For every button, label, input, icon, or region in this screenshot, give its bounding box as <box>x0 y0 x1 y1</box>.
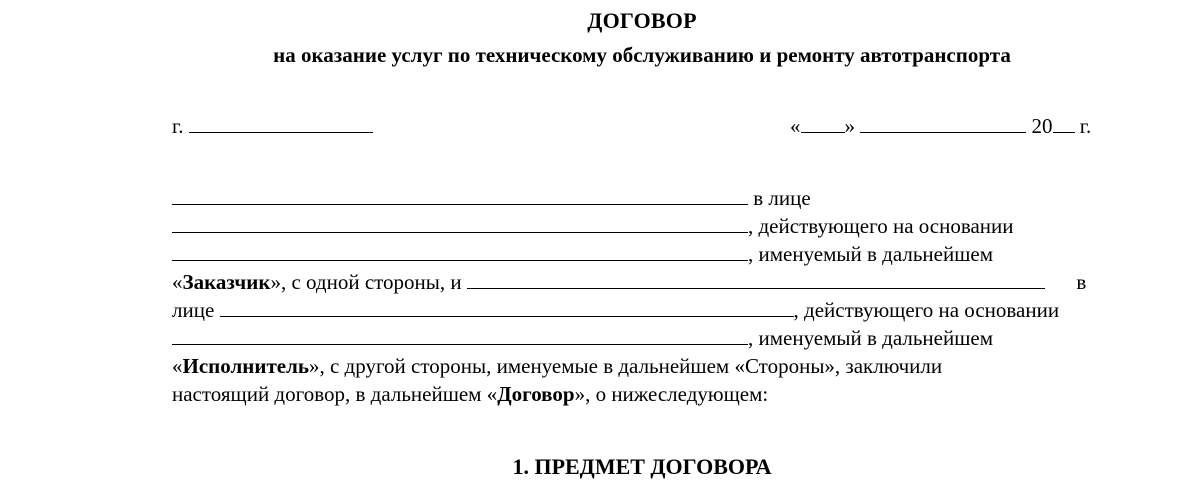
party-line-8-suffix: », о нижеследующем: <box>574 382 769 406</box>
customer-rest: », с одной стороны, и <box>270 270 462 294</box>
contract-word: Договор <box>497 382 575 406</box>
party-line-8-prefix: настоящий договор, в дальнейшем « <box>172 382 498 406</box>
party-line-8 <box>172 380 768 408</box>
year-suffix: г. <box>1079 114 1092 138</box>
party-line-1 <box>172 184 811 212</box>
customer-role: Заказчик <box>182 270 271 294</box>
customer-name-blank[interactable] <box>172 186 748 205</box>
customer-representative-blank[interactable] <box>172 214 748 233</box>
party-line-1-suffix: в лице <box>753 186 811 210</box>
party-line-5-suffix: , действующего на основании <box>793 298 1060 322</box>
party-line-5 <box>172 296 1059 324</box>
city-blank[interactable] <box>189 114 373 133</box>
city-prefix: г. <box>172 114 184 138</box>
party-line-6 <box>172 324 993 352</box>
document-title: ДОГОВОР <box>587 8 697 33</box>
date-line <box>790 112 1091 140</box>
year-prefix: 20 <box>1031 114 1053 138</box>
executor-role: Исполнитель <box>182 354 309 378</box>
party-line-2 <box>172 212 1014 240</box>
day-blank[interactable] <box>801 114 845 133</box>
executor-rest: », с другой стороны, именуемые в дальнейшем «Стороны», заключили <box>308 354 943 378</box>
executor-basis-blank[interactable] <box>172 326 748 345</box>
executor-name-blank[interactable] <box>467 270 1045 289</box>
year-blank[interactable] <box>1053 114 1075 133</box>
party-line-4 <box>172 268 1086 296</box>
party-line-6-suffix: , именуемый в дальнейшем <box>748 326 994 350</box>
section-1-title: 1. ПРЕДМЕТ ДОГОВОРА <box>512 454 772 479</box>
month-blank[interactable] <box>860 114 1026 133</box>
party-line-4-suffix: в <box>1076 270 1087 294</box>
executor-quote-open: « <box>172 354 183 378</box>
executor-representative-blank[interactable] <box>220 298 794 317</box>
customer-quote-open: « <box>172 270 183 294</box>
party-line-3-suffix: , именуемый в дальнейшем <box>748 242 994 266</box>
customer-basis-blank[interactable] <box>172 242 748 261</box>
date-quote-open: « <box>790 114 801 138</box>
party-line-7 <box>172 352 942 380</box>
document-subtitle: на оказание услуг по техническому обслуживанию и ремонту автотранспорта <box>273 43 1011 67</box>
party-line-3 <box>172 240 993 268</box>
party-line-5-prefix: лице <box>172 298 215 322</box>
party-line-2-suffix: , действующего на основании <box>748 214 1014 238</box>
city-line <box>172 112 373 140</box>
date-quote-close: » <box>844 114 855 138</box>
